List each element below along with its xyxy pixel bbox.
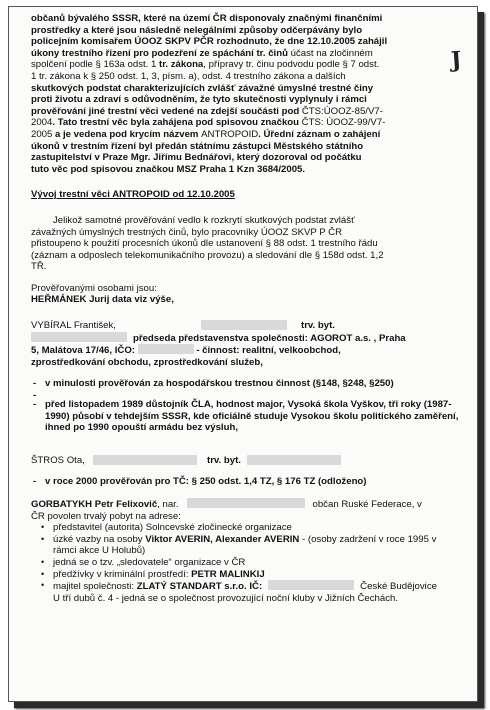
intro-paragraph (31, 13, 461, 175)
redacted-block (247, 455, 341, 465)
intro-line: 1 tr. zákona k § 250 odst. 1, 3, písm. a), odst. 4 trestního zákona a dalších (31, 70, 346, 82)
list-item: • úzké vazby na osoby Viktor AVERIN, Alexander AVERIN - (osoby zadržení v roce 1995 v rámci akce U Holubů) (31, 534, 461, 557)
intro-line: tuto věc pod spisovou značkou MSZ Praha 1 Kzn 3684/2005. (31, 163, 306, 175)
checked-persons-label: Prověřovanými osobami jsou: (31, 282, 157, 294)
vybiral-role-line: předseda představenstva společnosti: AGOROT a.s. , Praha (31, 332, 461, 345)
residence-label: trv. byt. (207, 454, 241, 466)
person-hermanek: HEŘMÁNEK Jurij data viz výše, (31, 294, 174, 306)
handwritten-margin-mark: J (449, 46, 462, 74)
gorbatykh-notes (31, 522, 461, 604)
intro-line: úkonů v trestním řízení byl předán státnímu zástupci Městského státního (31, 140, 364, 152)
list-item: • majitel společnosti: ZLATÝ STANDART s.r.o. IČ: České Budějovice U tří dubů č. 4 - jedná se o společnost provozující noční kluby v Jižních Čechách. (31, 580, 461, 604)
intro-line: prověřování jiné trestní věci vedené na zdejší součásti pod ČTS:ÚOOZ-85/V7- (31, 105, 383, 117)
list-item: • představitel (autorita) Solncevské zločinecké organizace (31, 522, 461, 534)
intro-line: skutkových podstat charakterizujících zvlášť závažné úmyslné trestné činy (31, 82, 374, 94)
intro-line: spolčení podle § 163a odst. 1 tr. zákona, přípravy tr. činu podvodu podle § 7 odst. (31, 59, 380, 71)
vybiral-activity-line: zprostředkování obchodu, zprostředkování služeb, (31, 356, 263, 368)
document-body (31, 13, 461, 604)
intro-line: prostředky a které jsou následně nelegálními způsoby odčerpávány bylo (31, 24, 363, 36)
person-stros-header (31, 455, 461, 467)
para-line: přistoupeno k použití procesních úkonů dle ustanovení § 88 odst. 1 trestního řádu (31, 238, 378, 250)
intro-line: policejním komisařem ÚOOZ SKPV PČR rozhodnuto, že dne 12.10.2005 zahájil (31, 36, 388, 48)
intro-line: proti životu a zdraví s odůvodněním, že tyto skutečnosti vyplynuly i rámci (31, 94, 367, 106)
intro-line: občanů bývalého SSSR, které na území ČR disponovaly značnými finančními (31, 13, 383, 24)
redacted-block (187, 498, 305, 508)
redacted-block (201, 320, 287, 330)
person-gorbatykh-header: GORBATYKH Petr Felixovič, nar. občan Ruské Federace, v (31, 499, 422, 510)
residence-label: trv. byt. (301, 320, 335, 332)
para-line: (záznam a odposlech telekomunikačního provozu) a sledování dle § 158d odst. 1,2 (31, 249, 384, 261)
vybiral-notes (31, 378, 461, 433)
redacted-block (138, 344, 194, 354)
gorbatykh-residence: ČR povolen trvalý pobyt na adrese: (31, 510, 181, 522)
person-name: VYBÍRAL František, (31, 320, 116, 332)
document-page (8, 6, 478, 702)
redacted-block (93, 455, 197, 465)
para-line: závažných úmyslných trestných činů, bylo pracovníky ÚOOZ SKVP P ČR (31, 226, 343, 238)
redacted-block (268, 580, 354, 590)
vybiral-address-line: 5, Malátova 17/46, IČO: - činnost: realitní, velkoobchod, (31, 345, 341, 357)
stros-notes (31, 476, 461, 488)
list-item: - v roce 2000 prověřován pro TČ: § 250 odst. 1,4 TZ, § 176 TZ (odloženo) (31, 476, 461, 488)
list-item: - v minulosti prověřován za hospodářskou trestnou činnost (§148, §248, §250) (31, 378, 461, 390)
section-title: Vývoj trestní věci ANTROPOID od 12.10.2005 (31, 189, 235, 201)
intro-line: zastupitelství v Praze Mgr. Jiřímu Bednářovi, který dozoroval od počátku (31, 152, 362, 164)
intro-line: 2005 a je vedena pod krycím názvem ANTROPOID. Úřední záznam o zahájení (31, 128, 381, 140)
person-name: ŠTROS Ota, (31, 454, 85, 466)
list-item: - před listopadem 1989 důstojník ČLA, hodnost major, Vysoká škola Vyškov, tři roky (1987-1990) působí v tehdejším SSSR, kde oficiálně studuje Vysokou školu politického zaměření, ihned po 1990 opouští armádu bez výsluh, (31, 399, 461, 434)
para-line: TŘ. (31, 261, 47, 273)
intro-line: 2004. Tato trestní věc byla zahájena pod spisovou značkou ČTS: ÚOOZ-99/V7- (31, 117, 386, 129)
list-item: • jedná se o tzv. „sledovatele“ organizace v ČR (31, 557, 461, 569)
redacted-block (31, 332, 127, 342)
list-item: • předžívky v kriminální prostředí: PETR MALINKIJ (31, 569, 461, 581)
para-procedures (31, 215, 461, 273)
person-vybiral-header (31, 320, 461, 332)
intro-line: úkony trestního řízení pro podezření ze spáchání tr. činů účast na zločinném (31, 47, 373, 59)
para-line: Jelikož samotné prověřování vedlo k rozkrytí skutkových podstat zvlášť (53, 214, 355, 226)
